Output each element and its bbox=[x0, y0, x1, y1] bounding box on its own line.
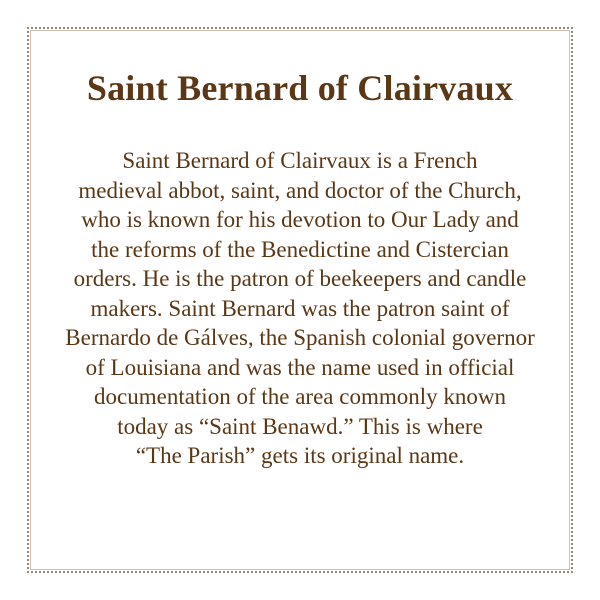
body-line: of Louisiana and was the name used in official bbox=[85, 354, 515, 380]
body-line: makers. Saint Bernard was the patron saint of bbox=[90, 295, 510, 321]
body-line: “The Parish” gets its original name. bbox=[135, 443, 465, 468]
page-title: Saint Bernard of Clairvaux bbox=[86, 68, 514, 108]
body-line: the reforms of the Benedictine and Cistercian bbox=[91, 236, 509, 262]
body-line: orders. He is the patron of beekeepers and candle bbox=[73, 266, 527, 291]
body-line: medieval abbot, saint, and doctor of the Church, bbox=[78, 177, 522, 203]
body-line: today as “Saint Benawd.” This is where bbox=[117, 413, 483, 439]
body-line: Bernardo de Gálves, the Spanish colonial governor bbox=[65, 325, 535, 350]
body-line: Saint Bernard of Clairvaux is a French bbox=[122, 148, 478, 173]
body-line: documentation of the area commonly known bbox=[94, 384, 506, 409]
body-line: who is known for his devotion to Our Lady and bbox=[81, 207, 519, 232]
body-paragraph bbox=[20, 146, 580, 471]
